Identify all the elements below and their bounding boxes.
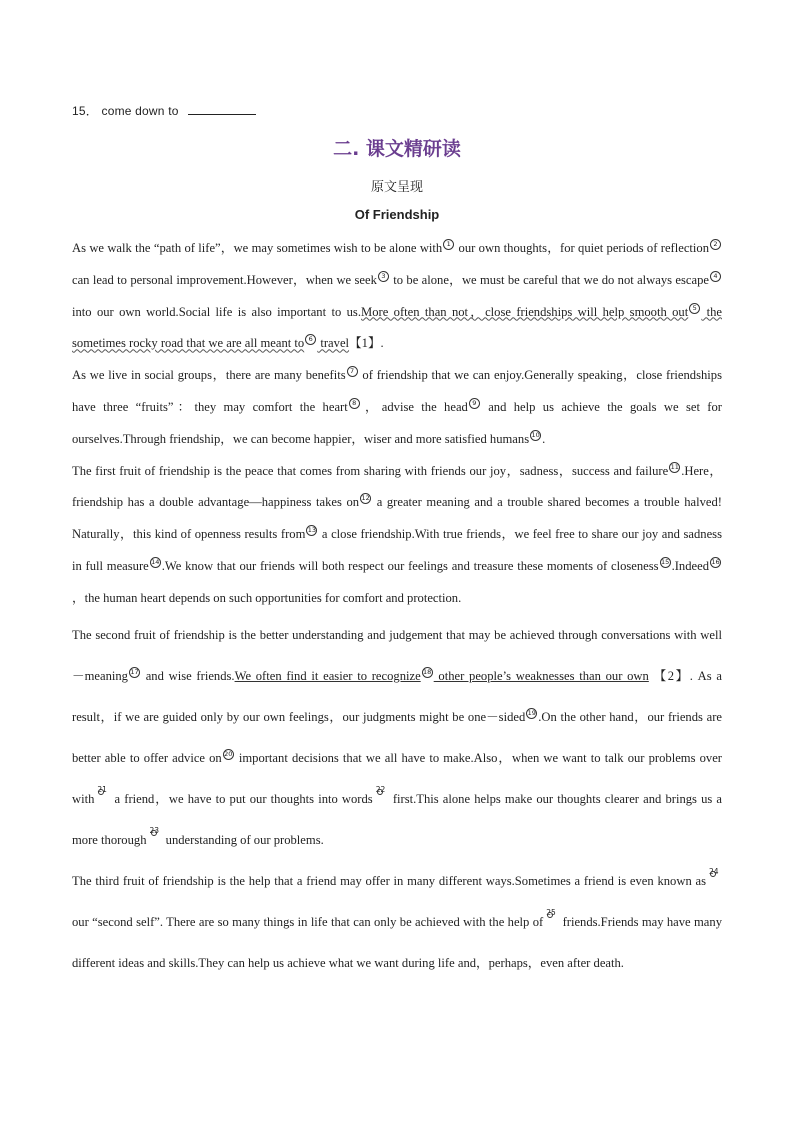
note-marker: 8 (349, 398, 360, 409)
note-marker-small (97, 784, 107, 803)
text-span: As we live in social groups，there are many benefits (72, 368, 346, 383)
note-marker: 16 (711, 557, 720, 566)
note-marker: 7 (347, 366, 358, 377)
note-marker: 2 (710, 239, 721, 250)
note-marker: 12 (361, 494, 370, 503)
text-span: important decisions that we all have to make.Also，when we want to talk our problems over with (72, 750, 722, 806)
text-span: ，advise the head (360, 399, 468, 414)
text-span: More often than not，close friendships will help smooth out (361, 304, 689, 319)
text-span: first.This alone helps make our thoughts clearer and brings us a more thorough (72, 791, 722, 847)
note-dot (151, 830, 157, 836)
exercise-phrase: come down to (101, 104, 179, 118)
text-span: into our own world.Social life is also important to us. (72, 304, 361, 319)
note-marker: 1 (443, 239, 454, 250)
text-span: friends.Friends may have many different ideas and skills.They can help us achieve what we want during life and，perhaps，even after death. (72, 914, 722, 970)
note-marker: 13 (307, 526, 317, 535)
note-dot (377, 789, 383, 795)
note-dot (710, 871, 716, 877)
answer-blank[interactable] (188, 104, 256, 115)
key-sentence-2 (235, 669, 649, 683)
text-span: .Indeed (671, 558, 709, 573)
note-marker: 3 (378, 271, 389, 282)
note-marker-small (709, 866, 719, 885)
exercise-item-15 (72, 102, 256, 119)
paragraph-4 (72, 615, 722, 861)
text-span: the sometimes rocky road that we are all meant to (72, 304, 722, 351)
text-span: .On the other hand，our friends are better able to offer advice on (72, 709, 723, 765)
text-span: other people’s weaknesses than our own (433, 668, 649, 683)
text-span: travel (317, 336, 350, 351)
text-span: and help us achieve the goals we set for ourselves.Through friendship，we can become happier，wiser and more satisfied humans (72, 399, 722, 446)
text-span: understanding of our problems. (162, 832, 324, 847)
section-title: 二. 课文精研读 (333, 138, 461, 160)
note-dot (98, 789, 104, 795)
note-marker: 5 (689, 303, 700, 314)
paragraph-1 (72, 233, 722, 360)
note-number: 21 (97, 784, 107, 794)
paragraph-3 (72, 456, 722, 615)
text-span: .Here，friendship has a double advantage—happiness takes on (72, 463, 722, 510)
note-marker: 20 (224, 749, 233, 758)
text-span: .We know that our friends will both respect our feelings and treasure these moments of closeness (161, 558, 659, 573)
note-number: 22 (375, 784, 386, 794)
note-marker: 15 (660, 557, 670, 566)
note-number: 25 (546, 907, 556, 917)
note-marker: 4 (710, 271, 721, 282)
note-marker: 14 (151, 557, 160, 566)
text-span: and wise friends. (140, 668, 235, 683)
note-marker: 6 (305, 334, 316, 345)
text-span: We often find it easier to recognize (234, 668, 421, 683)
sentence-tag-1: 【1】. (349, 336, 384, 351)
note-marker: 11 (670, 462, 679, 471)
exercise-number: 15． (72, 104, 98, 118)
text-span: a friend，we have to put our thoughts into words (110, 791, 373, 806)
note-marker: 10 (531, 430, 540, 439)
text-title: Of Friendship (354, 207, 440, 222)
note-marker: 18 (423, 667, 432, 676)
text-span: ，the human heart depends on such opportunities for comfort and protection. (72, 590, 462, 605)
text-span: . (542, 431, 546, 446)
note-marker: 19 (527, 708, 536, 717)
text-span: As we walk the “path of life”，we may sometimes wish to be alone with (72, 241, 443, 255)
text-span: The first fruit of friendship is the peace that comes from sharing with friends our joy，sadness，success and failure (72, 463, 669, 478)
note-marker-small (149, 825, 160, 844)
text-span: can lead to personal improvement.However，when we seek (72, 272, 377, 287)
text-span: our own thoughts，for quiet periods of reflection (455, 241, 709, 255)
note-marker-small (375, 784, 386, 803)
text-span: our “second self”. There are so many things in life that can only be achieved with the help of (72, 914, 544, 929)
text-span: a close friendship.With true friends，we feel free to share our joy and sadness in full measure (72, 527, 722, 573)
text-span: to be alone，we must be careful that we do not always escape (389, 272, 709, 287)
note-number: 24 (709, 866, 719, 876)
paragraph-2 (72, 360, 722, 455)
section-subtitle: 原文呈现 (370, 180, 423, 195)
sentence-tag-2: 【2】. (653, 668, 693, 683)
note-marker-small (546, 907, 556, 926)
note-marker: 17 (130, 667, 139, 676)
text-span: a greater meaning and a trouble shared becomes a trouble halved! Naturally，this kind of openness results from (72, 495, 722, 542)
text-span: of friendship that we can enjoy.Generally speaking，close friendships have three “fruits”：they may comfort the heart (72, 368, 723, 414)
note-dot (547, 912, 553, 918)
article-body (72, 233, 722, 984)
paragraph-5 (72, 861, 722, 984)
note-number: 23 (149, 825, 160, 835)
text-span: As a result，if we are guided only by our own feelings，our judgments might be one－sided (72, 668, 722, 724)
text-span: The second fruit of friendship is the better understanding and judgement that may be achieved through conversations with well－meaning (72, 627, 722, 683)
text-span: The third fruit of friendship is the help that a friend may offer in many different ways.Sometimes a friend is even known as (72, 873, 706, 888)
note-marker: 9 (469, 398, 480, 409)
